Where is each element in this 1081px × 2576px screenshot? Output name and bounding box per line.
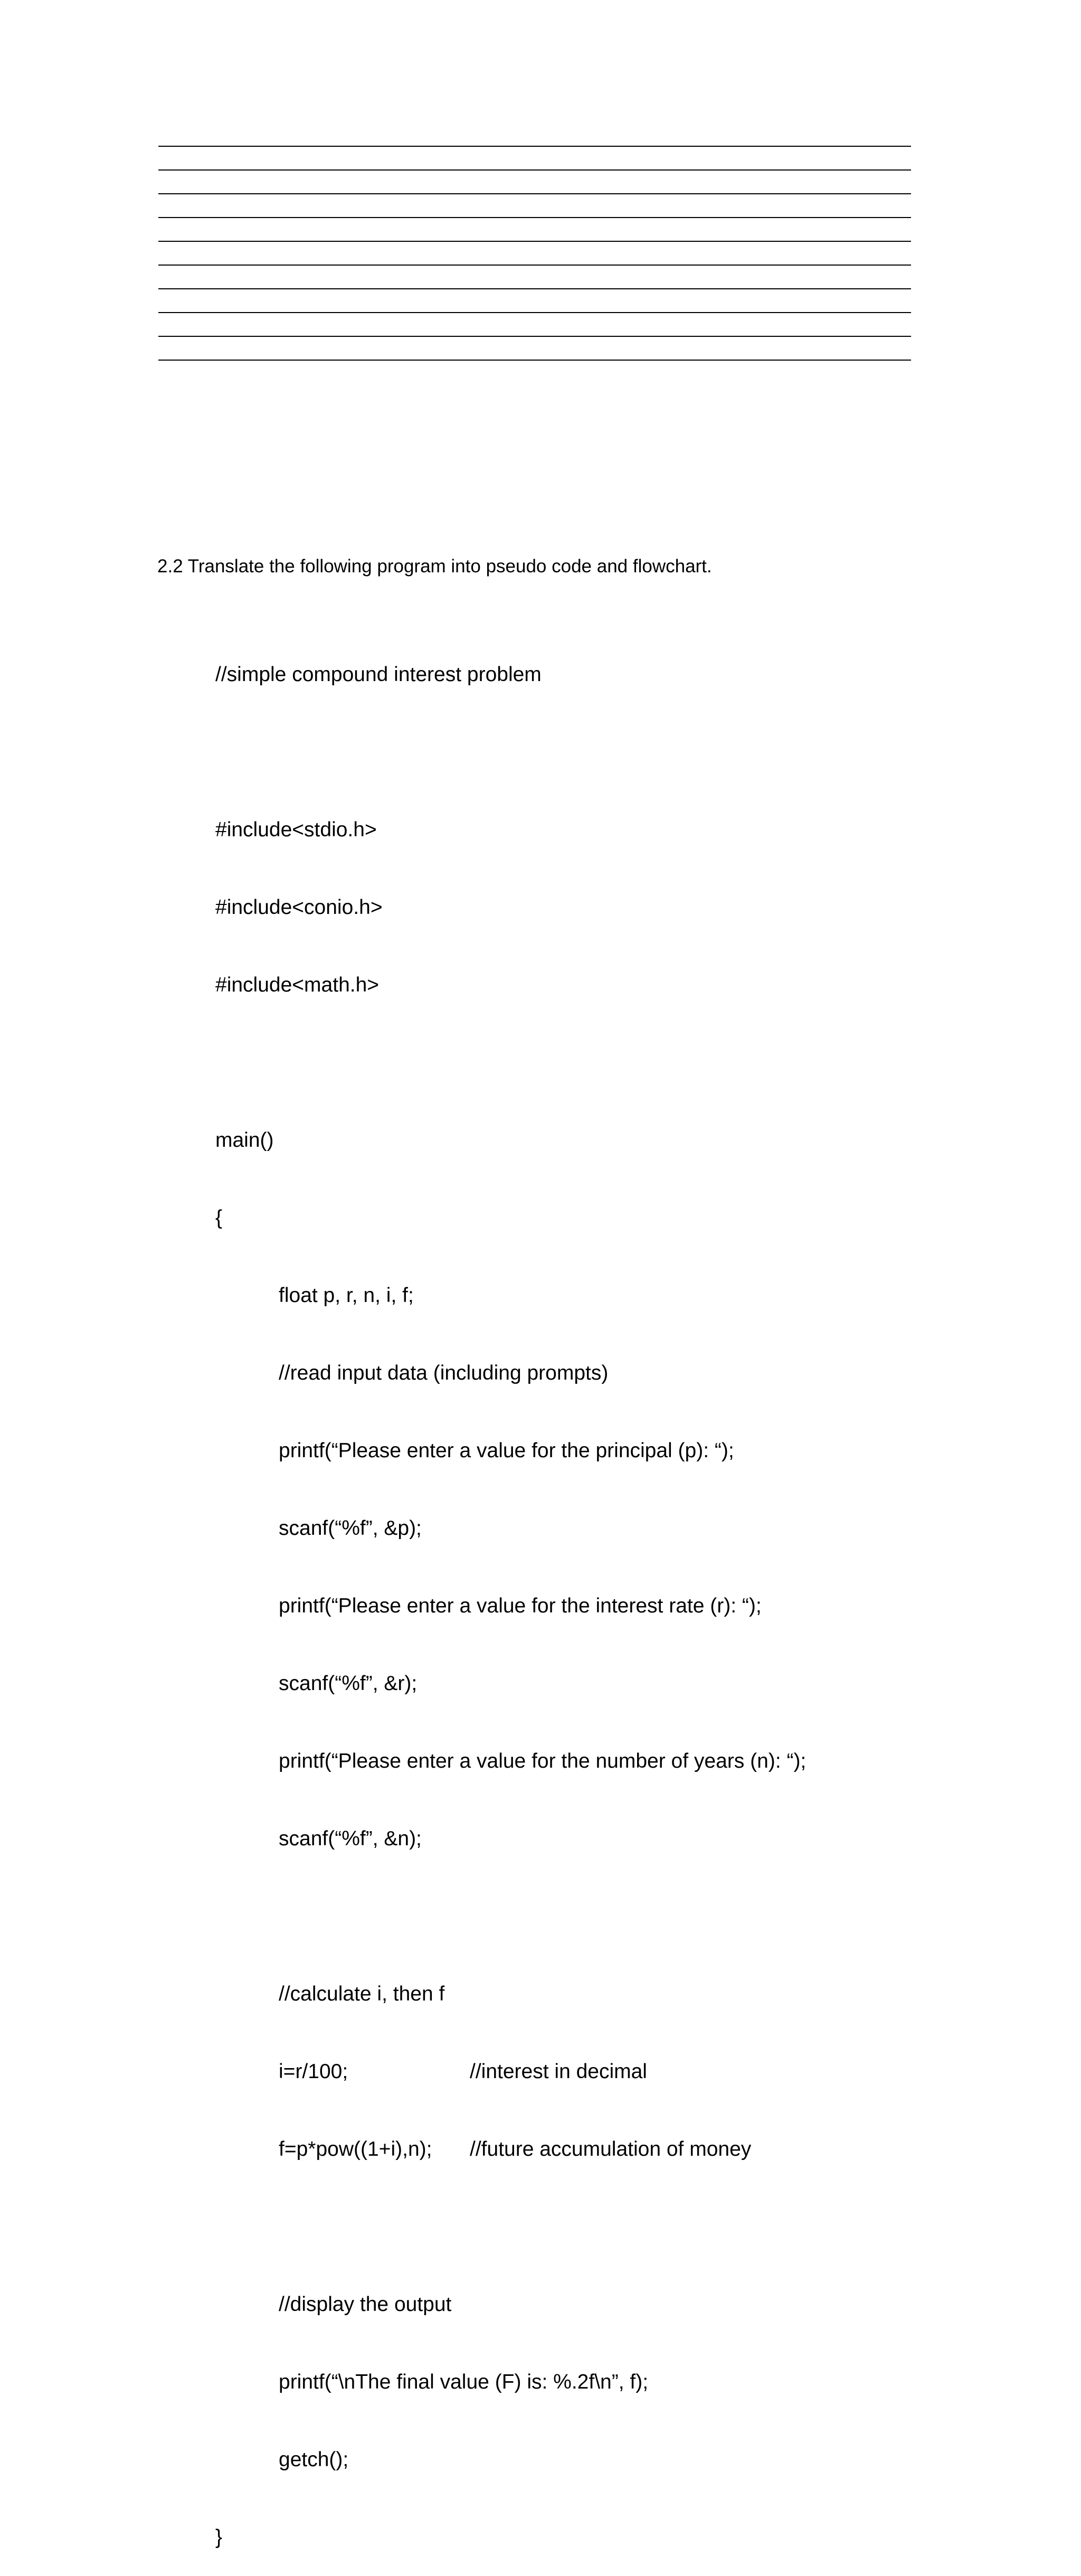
code-text: printf(“Please enter a value for the interest rate (r): “); [279, 1594, 762, 1617]
code-text: i=r/100; [279, 2060, 348, 2083]
answer-line [158, 146, 911, 147]
code-line [215, 1515, 806, 1541]
code-text: printf(“Please enter a value for the principal (p): “); [279, 1439, 734, 1462]
code-line [215, 2136, 806, 2162]
code-line [215, 1050, 806, 1075]
code-text: printf(“\nThe final value (F) is: %.2f\n”, f); [279, 2371, 649, 2393]
code-text: scanf(“%f”, &r); [279, 1672, 418, 1695]
code-line [215, 2524, 806, 2550]
code-line [215, 1903, 806, 1929]
code-line [215, 1360, 806, 1386]
answer-line [158, 241, 911, 242]
code-text: //calculate i, then f [279, 1983, 445, 2005]
answer-line [158, 360, 911, 361]
answer-line [158, 312, 911, 313]
code-line [215, 972, 806, 998]
answer-line [158, 193, 911, 194]
code-text: float p, r, n, i, f; [279, 1284, 414, 1307]
code-inline-comment: //interest in decimal [470, 2060, 647, 2083]
code-line [215, 894, 806, 920]
code-text: #include<math.h> [215, 974, 380, 996]
code-line [215, 1282, 806, 1308]
code-text: #include<conio.h> [215, 896, 383, 919]
code-line [215, 662, 806, 687]
answer-line [158, 288, 911, 289]
answer-line [158, 217, 911, 218]
code-line [215, 817, 806, 843]
code-line [215, 1127, 806, 1153]
code-line [215, 739, 806, 765]
code-text: //simple compound interest problem [215, 663, 542, 686]
code-text: //read input data (including prompts) [279, 1362, 609, 1384]
code-line [215, 2214, 806, 2240]
code-text: //display the output [279, 2293, 452, 2316]
code-line [215, 1205, 806, 1231]
code-text: getch(); [279, 2448, 349, 2471]
code-text: { [215, 1206, 223, 1229]
code-line [215, 2369, 806, 2395]
answer-line [158, 169, 911, 171]
code-text: f=p*pow((1+i),n); [279, 2138, 432, 2160]
code-text: #include<stdio.h> [215, 818, 377, 841]
code-listing [215, 610, 806, 2576]
code-text: scanf(“%f”, &n); [279, 1827, 422, 1850]
code-text: printf(“Please enter a value for the number of years (n): “); [279, 1750, 807, 1772]
question-text: 2.2 Translate the following program into pseudo code and flowchart. [157, 556, 712, 577]
code-inline-comment: //future accumulation of money [470, 2138, 752, 2160]
code-text: main() [215, 1129, 274, 1152]
code-line [215, 1671, 806, 1696]
code-line [215, 1981, 806, 2007]
code-text: } [215, 2526, 223, 2549]
code-line [215, 1826, 806, 1852]
code-line [215, 1593, 806, 1619]
code-text: scanf(“%f”, &p); [279, 1517, 422, 1540]
code-line [215, 1748, 806, 1774]
answer-line [158, 265, 911, 266]
code-line [215, 1438, 806, 1464]
answer-lines [158, 146, 911, 383]
code-line [215, 2447, 806, 2473]
answer-line [158, 336, 911, 337]
code-line [215, 2059, 806, 2084]
code-line [215, 2291, 806, 2317]
